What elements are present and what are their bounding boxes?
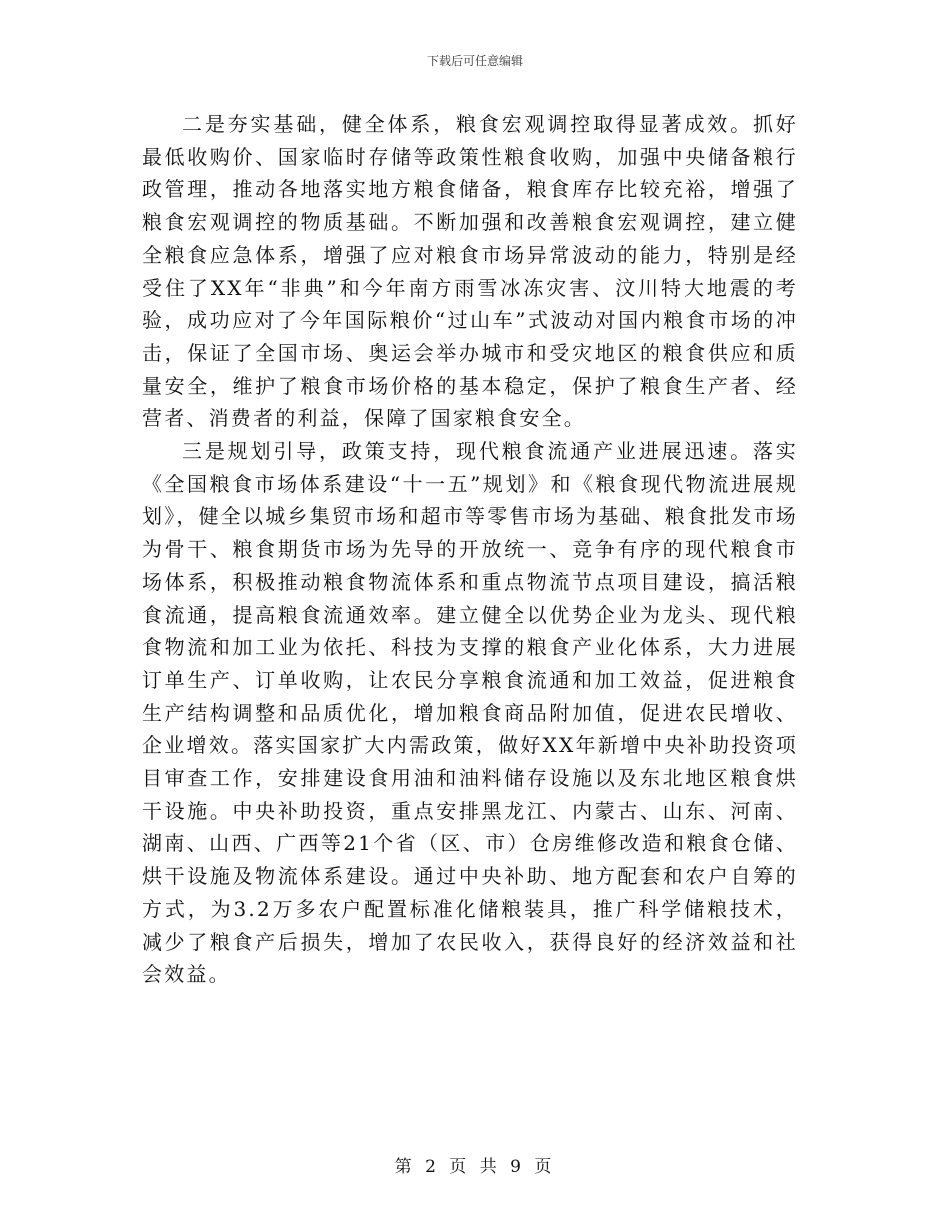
page-header: 下载后可任意编辑 bbox=[426, 54, 523, 68]
page-number-footer: 第 2 页 共 9 页 bbox=[394, 1157, 556, 1177]
paragraph-two: 二是夯实基础，健全体系，粮食宏观调控取得显著成效。抓好最低收购价、国家临时存储等政策性粮食收购，加强中央储备粮行政管理，推动各地落实地方粮食储备，粮食库存比较充裕，增强了粮食宏观调控的物质基础。不断加强和改善粮食宏观调控，建立健全粮食应急体系，增强了应对粮食市场异常波动的能力，特别是经受住了XX年“非典”和今年南方雨雪冰冻灾害、汶川特大地震的考验，成功应对了今年国际粮价“过山车”式波动对国内粮食市场的冲击，保证了全国市场、奥运会举办城市和受灾地区的粮食供应和质量安全，维护了粮食市场价格的基本稳定，保护了粮食生产者、经营者、消费者的利益，保障了国家粮食安全。 bbox=[142, 112, 798, 431]
paragraph-three: 三是规划引导，政策支持，现代粮食流通产业进展迅速。落实《全国粮食市场体系建设“十一五”规划》和《粮食现代物流进展规划》，健全以城乡集贸市场和超市等零售市场为基础、粮食批发市场为骨干、粮食期货市场为先导的开放统一、竞争有序的现代粮食市场体系，积极推动粮食物流体系和重点物流节点项目建设，搞活粮食流通，提高粮食流通效率。建立健全以优势企业为龙头、现代粮食物流和加工业为依托、科技为支撑的粮食产业化体系，大力进展订单生产、订单收购，让农民分享粮食流通和加工效益，促进粮食生产结构调整和品质优化，增加粮食商品附加值，促进农民增收、企业增效。落实国家扩大内需政策，做好XX年新增中央补助投资项目审查工作，安排建设食用油和油料储存设施以及东北地区粮食烘干设施。中央补助投资，重点安排黑龙江、内蒙古、山东、河南、湖南、山西、广西等21个省（区、市）仓房维修改造和粮食仓储、烘干设施及物流体系建设。通过中央补助、地方配套和农户自筹的方式，为3.2万多农户配置标准化储粮装具，推广科学储粮技术，减少了粮食产后损失，增加了农民收入，获得良好的经济效益和社会效益。 bbox=[142, 439, 798, 987]
document-body bbox=[142, 108, 798, 991]
